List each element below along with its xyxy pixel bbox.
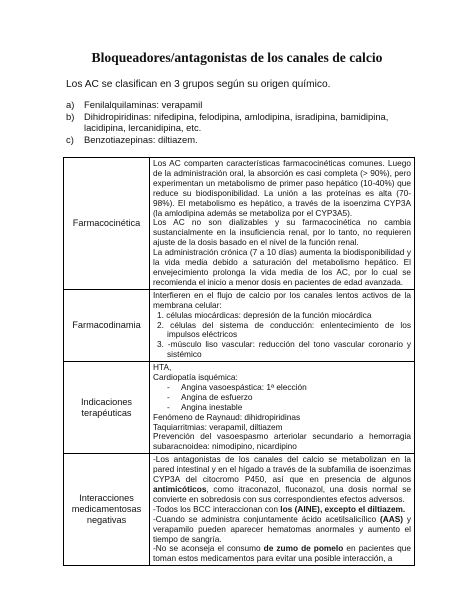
list-item-text: Benzotiazepinas: diltiazem. xyxy=(84,133,198,145)
text-run: -Todos los BCC interaccionan con xyxy=(153,503,278,514)
list-item xyxy=(66,99,426,111)
list-item-text: Angina de esfuerzo xyxy=(181,391,253,402)
paragraph: HTA, xyxy=(153,362,172,373)
row-label-farmacodinamia: Farmacodinamia xyxy=(64,289,150,361)
list-item-text: Angina vasoespástica: 1ª elección xyxy=(181,381,307,392)
row-content-indicaciones xyxy=(150,362,415,454)
list-item: 2. células del sistema de conducción: enlentecimiento de los impulsos eléctricos xyxy=(157,319,411,340)
row-label-farmacocinetica: Farmacocinética xyxy=(64,158,150,290)
paragraph: Taquiarritmias: verapamil, diltiazem xyxy=(153,421,283,432)
list-marker: c) xyxy=(66,133,74,145)
bold-text: los (AINE), excepto el diltiazem. xyxy=(280,503,406,514)
paragraph: Los AC comparten características farmacocinéticas comunes. Luego de la administración oral, la absorción es casi completa (> 90%), pero experimentan un metabolismo de primer paso hepático (10-40%) que reduce su biodisponibilidad. La unión a las proteínas es alta (70-98%). El metabolismo es hepático, a través de la isoenzima CYP3A (la amlodipina además se metaboliza por el CYP3A5). xyxy=(153,158,411,218)
intro-text: Los AC se clasifican en 3 grupos según su origen químico. xyxy=(66,79,331,90)
group-list xyxy=(66,99,426,145)
text-run: -Cuando se administra conjuntamente ácido acetilsalicílico xyxy=(153,513,377,524)
list-marker: a) xyxy=(66,99,75,110)
text-run: -No se aconseja el consumo xyxy=(153,543,261,554)
row-label-indicaciones: Indicaciones terapéuticas xyxy=(64,362,150,454)
paragraph: Fenómeno de Raynaud: dihidropiridinas xyxy=(153,411,301,422)
drug-info-table xyxy=(63,157,415,566)
paragraph: La administración crónica (7 a 10 días) aumenta la biodisponibilidad y la vida media debido a saturación del metabolismo hepático. El envejecimiento prolonga la vida media de los AC, por lo cual se recomienda el inicio a menor dosis en pacientes de edad avanzada. xyxy=(153,247,411,287)
paragraph xyxy=(153,515,411,545)
row-label-interacciones: Interacciones medicamentosas negativas xyxy=(64,454,150,566)
page-title: Bloqueadores/antagonistas de los canales de calcio xyxy=(91,50,383,65)
bold-text: de zumo de pomelo xyxy=(263,543,344,554)
row-content-interacciones xyxy=(150,454,415,566)
list-item-text: Angina inestable xyxy=(181,401,243,412)
table-row xyxy=(64,158,415,290)
dash-marker: - xyxy=(167,391,170,402)
list-item: 1. células miocárdicas: depresión de la función miocárdica xyxy=(157,309,372,320)
list-marker: b) xyxy=(66,110,75,122)
bold-text: (AAS) xyxy=(379,513,403,524)
text-run: y verapamilo pueden aparecer hematomas anormales y aumento el tiempo de sangría. xyxy=(153,513,412,544)
row-content-farmacodinamia xyxy=(150,289,415,361)
text-run: en pacientes que toman estos medicamentos para evitar una posible interacción, a xyxy=(153,543,412,564)
table-row xyxy=(64,289,415,361)
text-run: -Los antagonistas de los canales del calcio se metabolizan en la pared intestinal y en el hígado a través de la subfamilia de isoenzimas CYP3A del citocromo P450, así que en presencia de algunos xyxy=(153,454,411,485)
paragraph: Cardiopatía isquémica: xyxy=(153,372,238,383)
paragraph xyxy=(153,455,411,505)
list-item xyxy=(66,111,426,134)
paragraph xyxy=(153,544,411,564)
list-item-text: Dihidropiridinas: nifedipina, felodipina, amlodipina, isradipina, bamidipina, lacidipina, lercanidipina, etc. xyxy=(84,110,389,134)
table-row xyxy=(64,454,415,566)
list-item: 3. -músculo liso vascular: reducción del tono vascular coronario y sistémico xyxy=(157,339,411,360)
list-item xyxy=(66,134,426,146)
paragraph: Interfieren en el flujo de calcio por los canales lentos activos de la membrana celular: xyxy=(153,289,411,310)
paragraph: Los AC no son dializables y su farmacocinética no cambia sustancialmente en la insuficiencia renal, por lo tanto, no requieren ajuste de la dosis basado en el nivel de la función renal. xyxy=(153,217,411,248)
dash-marker: - xyxy=(167,401,170,412)
list-item-text: Fenilalquilaminas: verapamil xyxy=(84,99,203,110)
text-run: , como itraconazol, fluconazol, una dosis normal se convierte en sobredosis con sus correspondientes efectos adversos. xyxy=(153,484,411,504)
dash-marker: - xyxy=(167,381,170,392)
row-content-farmacocinetica xyxy=(150,158,415,290)
table-row xyxy=(64,362,415,454)
paragraph: Prevención del vasoespasmo arteriolar secundario a hemorragia subaracnoidea: nimodipino, nicardipino xyxy=(153,431,411,452)
bold-text: antimicóticos xyxy=(153,484,207,494)
